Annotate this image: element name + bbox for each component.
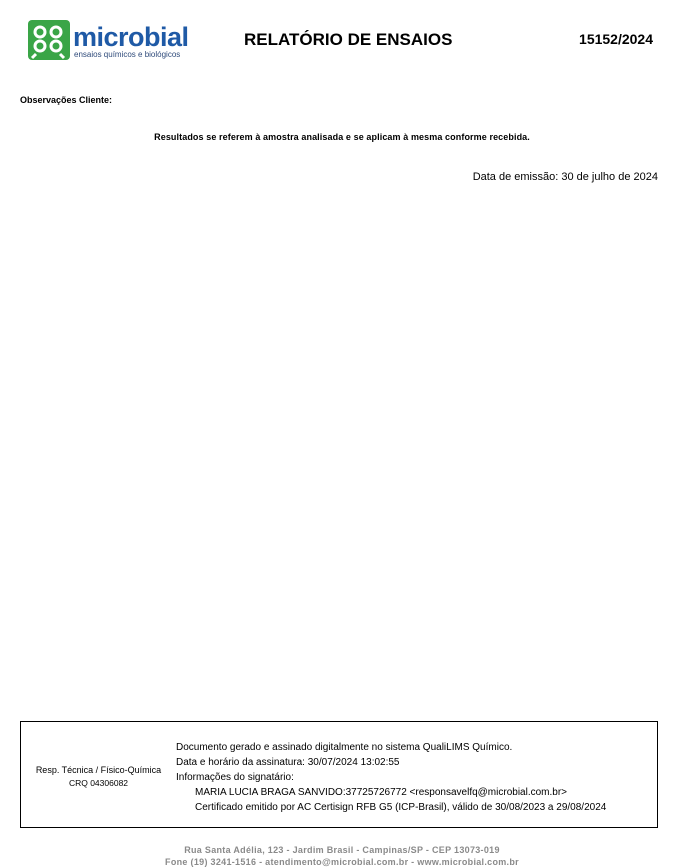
- issue-date: Data de emissão: 30 de julho de 2024: [472, 171, 658, 183]
- responsible-role: Resp. Técnica / Físico-Química: [35, 765, 162, 775]
- footer-address: Rua Santa Adélia, 123 - Jardim Brasil - Campinas/SP - CEP 13073-019: [184, 845, 500, 855]
- signature-line-certificate: Certificado emitido por AC Certisign RFB G5 (ICP-Brasil), válido de 30/08/2023 a 29/08/2024: [195, 802, 607, 813]
- signature-info: [176, 740, 606, 815]
- report-number: 15152/2024: [579, 31, 653, 47]
- page-footer: [0, 844, 684, 867]
- microbial-molecule-icon: [28, 20, 70, 60]
- signature-line-system: Documento gerado e assinado digitalmente no sistema QualiLIMS Químico.: [176, 742, 513, 753]
- signature-line-datetime: Data e horário da assinatura: 30/07/2024 13:02:55: [176, 757, 400, 768]
- logo-tagline: ensaios químicos e biológicos: [74, 50, 181, 59]
- footer-contact: Fone (19) 3241-1516 - atendimento@microbial.com.br - www.microbial.com.br: [165, 857, 519, 867]
- responsible-block: [21, 764, 176, 790]
- signature-box: [20, 721, 658, 828]
- results-note: Resultados se referem à amostra analisada e se aplicam à mesma conforme recebida.: [154, 132, 530, 142]
- signature-line-signer-header: Informações do signatário:: [176, 772, 294, 783]
- observations-label: Observações Cliente:: [20, 95, 113, 105]
- company-logo: [28, 20, 188, 62]
- document-title: RELATÓRIO DE ENSAIOS: [244, 30, 453, 49]
- logo-wordmark: microbial: [73, 22, 189, 52]
- signature-line-signer: MARIA LUCIA BRAGA SANVIDO:37725726772 <responsavelfq@microbial.com.br>: [195, 787, 567, 798]
- responsible-crq: CRQ 04306082: [68, 778, 129, 788]
